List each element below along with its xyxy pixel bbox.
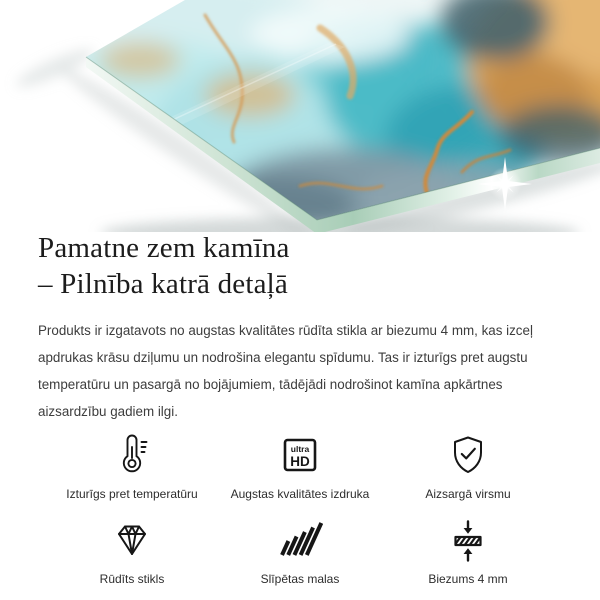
product-description-text: Produkts ir izgatavots no augstas kvalitātes rūdīta stikla ar biezumu 4 mm, kas izceļ apdrukas krāsu dziļumu un nodrošina elegantu spīdumu. Tas ir izturīgs pret augstu temperatūru un pasargā no bojājumiem, tādējādi nodrošinot kamīna apkārtnes aizsardzību gadiem ilgi. <box>38 323 533 419</box>
svg-text:ultra: ultra <box>290 444 310 454</box>
feature-label: Rūdīts stikls <box>99 572 165 586</box>
thickness-icon <box>449 518 487 562</box>
diamond-icon <box>112 521 152 559</box>
feature-grid <box>38 432 562 586</box>
feature-label: Izturīgs pret temperatūru <box>66 487 198 501</box>
page-title <box>38 230 562 302</box>
feature-polished-edges <box>216 517 384 586</box>
feature-label: Slīpētas malas <box>260 572 340 586</box>
feature-label: Biezums 4 mm <box>428 572 508 586</box>
page-title-line1: Pamatne zem kamīna <box>38 232 290 264</box>
beveled-edges-icon <box>277 520 323 560</box>
feature-protects-surface <box>384 432 552 501</box>
hero-product-image <box>0 0 600 232</box>
feature-tempered-glass <box>48 517 216 586</box>
feature-thickness-4mm <box>384 517 552 586</box>
ultra-hd-icon <box>280 433 320 477</box>
shield-check-icon <box>448 434 488 476</box>
svg-text:HD: HD <box>290 454 310 469</box>
feature-temperature-resistant <box>48 432 216 501</box>
thermometer-icon <box>114 433 151 477</box>
feature-label: Augstas kvalitātes izdruka <box>230 487 370 501</box>
page-title-line2: – Pilnība katrā detaļā <box>38 268 289 300</box>
feature-ultra-hd-print <box>216 432 384 501</box>
feature-label: Aizsargā virsmu <box>425 487 511 501</box>
product-description-section <box>0 230 600 586</box>
